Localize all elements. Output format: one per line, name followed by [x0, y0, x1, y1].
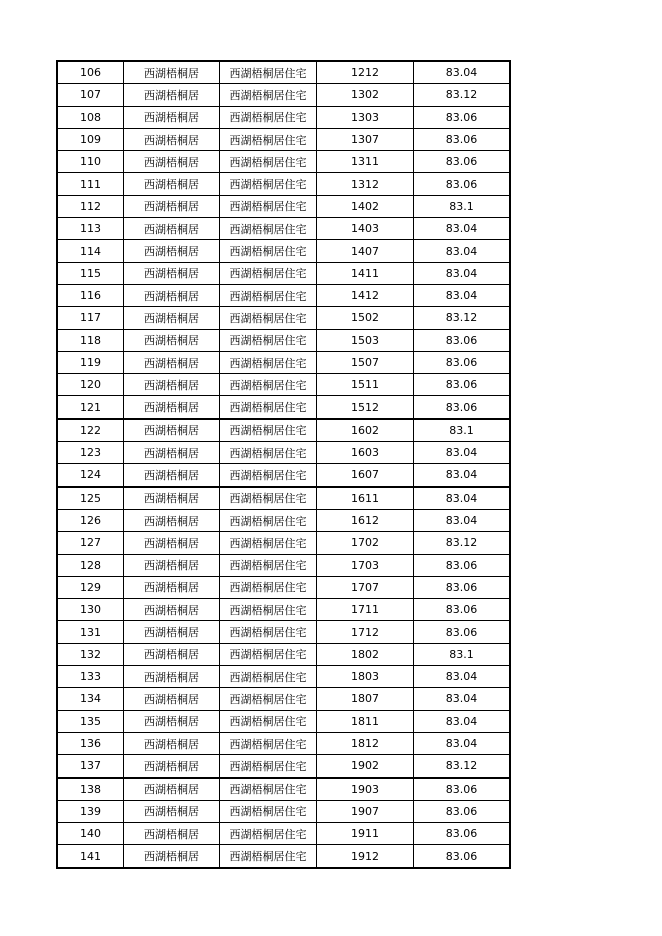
project-name-cell: 西湖梧桐居: [124, 240, 220, 262]
building-name-cell: 西湖梧桐居住宅: [220, 576, 317, 598]
building-name-cell: 西湖梧桐居住宅: [220, 599, 317, 621]
building-name-cell: 西湖梧桐居住宅: [220, 732, 317, 754]
building-name-cell: 西湖梧桐居住宅: [220, 284, 317, 306]
row-number-cell: 127: [57, 532, 124, 554]
room-number-cell: 1803: [317, 666, 414, 688]
table-body: [57, 61, 510, 868]
area-cell: 83.06: [414, 823, 511, 845]
area-cell: 83.04: [414, 442, 511, 464]
area-cell: 83.04: [414, 464, 511, 487]
room-number-cell: 1612: [317, 509, 414, 531]
room-number-cell: 1311: [317, 151, 414, 173]
area-cell: 83.06: [414, 845, 511, 868]
room-number-cell: 1811: [317, 710, 414, 732]
building-name-cell: 西湖梧桐居住宅: [220, 195, 317, 217]
area-cell: 83.04: [414, 688, 511, 710]
area-cell: 83.1: [414, 643, 511, 665]
area-cell: 83.12: [414, 84, 511, 106]
building-name-cell: 西湖梧桐居住宅: [220, 800, 317, 822]
room-number-cell: 1902: [317, 755, 414, 778]
table-row: [57, 396, 510, 419]
project-name-cell: 西湖梧桐居: [124, 329, 220, 351]
row-number-cell: 113: [57, 218, 124, 240]
row-number-cell: 109: [57, 128, 124, 150]
area-cell: 83.04: [414, 509, 511, 531]
area-cell: 83.1: [414, 195, 511, 217]
project-name-cell: 西湖梧桐居: [124, 800, 220, 822]
table-row: [57, 262, 510, 284]
row-number-cell: 110: [57, 151, 124, 173]
row-number-cell: 131: [57, 621, 124, 643]
building-name-cell: 西湖梧桐居住宅: [220, 84, 317, 106]
room-number-cell: 1402: [317, 195, 414, 217]
building-name-cell: 西湖梧桐居住宅: [220, 307, 317, 329]
room-number-cell: 1802: [317, 643, 414, 665]
row-number-cell: 138: [57, 778, 124, 801]
area-cell: 83.06: [414, 374, 511, 396]
building-name-cell: 西湖梧桐居住宅: [220, 374, 317, 396]
room-number-cell: 1903: [317, 778, 414, 801]
project-name-cell: 西湖梧桐居: [124, 374, 220, 396]
building-name-cell: 西湖梧桐居住宅: [220, 173, 317, 195]
row-number-cell: 128: [57, 554, 124, 576]
area-cell: 83.04: [414, 710, 511, 732]
table-row: [57, 778, 510, 801]
table-row: [57, 284, 510, 306]
room-number-cell: 1807: [317, 688, 414, 710]
area-cell: 83.06: [414, 396, 511, 419]
building-name-cell: 西湖梧桐居住宅: [220, 823, 317, 845]
project-name-cell: 西湖梧桐居: [124, 621, 220, 643]
table-row: [57, 195, 510, 217]
table-row: [57, 442, 510, 464]
table-row: [57, 84, 510, 106]
table-row: [57, 329, 510, 351]
row-number-cell: 133: [57, 666, 124, 688]
row-number-cell: 140: [57, 823, 124, 845]
project-name-cell: 西湖梧桐居: [124, 351, 220, 373]
project-name-cell: 西湖梧桐居: [124, 487, 220, 510]
table-row: [57, 240, 510, 262]
room-number-cell: 1312: [317, 173, 414, 195]
table-row: [57, 487, 510, 510]
building-name-cell: 西湖梧桐居住宅: [220, 487, 317, 510]
project-name-cell: 西湖梧桐居: [124, 666, 220, 688]
building-name-cell: 西湖梧桐居住宅: [220, 710, 317, 732]
row-number-cell: 111: [57, 173, 124, 195]
table-row: [57, 307, 510, 329]
area-cell: 83.04: [414, 61, 511, 84]
building-name-cell: 西湖梧桐居住宅: [220, 106, 317, 128]
building-name-cell: 西湖梧桐居住宅: [220, 240, 317, 262]
area-cell: 83.06: [414, 800, 511, 822]
building-name-cell: 西湖梧桐居住宅: [220, 329, 317, 351]
building-name-cell: 西湖梧桐居住宅: [220, 554, 317, 576]
table-row: [57, 666, 510, 688]
room-number-cell: 1502: [317, 307, 414, 329]
table-row: [57, 532, 510, 554]
area-cell: 83.06: [414, 351, 511, 373]
area-cell: 83.04: [414, 487, 511, 510]
room-number-cell: 1703: [317, 554, 414, 576]
project-name-cell: 西湖梧桐居: [124, 778, 220, 801]
room-number-cell: 1603: [317, 442, 414, 464]
area-cell: 83.04: [414, 218, 511, 240]
table-row: [57, 509, 510, 531]
room-number-cell: 1911: [317, 823, 414, 845]
row-number-cell: 134: [57, 688, 124, 710]
row-number-cell: 108: [57, 106, 124, 128]
row-number-cell: 118: [57, 329, 124, 351]
room-number-cell: 1407: [317, 240, 414, 262]
area-cell: 83.06: [414, 778, 511, 801]
project-name-cell: 西湖梧桐居: [124, 307, 220, 329]
building-name-cell: 西湖梧桐居住宅: [220, 61, 317, 84]
row-number-cell: 117: [57, 307, 124, 329]
table-row: [57, 710, 510, 732]
room-number-cell: 1403: [317, 218, 414, 240]
area-cell: 83.04: [414, 732, 511, 754]
building-name-cell: 西湖梧桐居住宅: [220, 845, 317, 868]
project-name-cell: 西湖梧桐居: [124, 128, 220, 150]
room-number-cell: 1212: [317, 61, 414, 84]
area-cell: 83.06: [414, 151, 511, 173]
row-number-cell: 136: [57, 732, 124, 754]
project-name-cell: 西湖梧桐居: [124, 61, 220, 84]
project-name-cell: 西湖梧桐居: [124, 84, 220, 106]
project-name-cell: 西湖梧桐居: [124, 509, 220, 531]
building-name-cell: 西湖梧桐居住宅: [220, 419, 317, 442]
project-name-cell: 西湖梧桐居: [124, 396, 220, 419]
building-name-cell: 西湖梧桐居住宅: [220, 621, 317, 643]
room-number-cell: 1602: [317, 419, 414, 442]
area-cell: 83.04: [414, 262, 511, 284]
area-cell: 83.06: [414, 554, 511, 576]
table-row: [57, 61, 510, 84]
building-name-cell: 西湖梧桐居住宅: [220, 464, 317, 487]
table-row: [57, 374, 510, 396]
row-number-cell: 120: [57, 374, 124, 396]
row-number-cell: 121: [57, 396, 124, 419]
area-cell: 83.06: [414, 128, 511, 150]
project-name-cell: 西湖梧桐居: [124, 845, 220, 868]
row-number-cell: 122: [57, 419, 124, 442]
project-name-cell: 西湖梧桐居: [124, 218, 220, 240]
building-name-cell: 西湖梧桐居住宅: [220, 778, 317, 801]
row-number-cell: 114: [57, 240, 124, 262]
data-table: [56, 60, 511, 869]
project-name-cell: 西湖梧桐居: [124, 173, 220, 195]
table-row: [57, 732, 510, 754]
building-name-cell: 西湖梧桐居住宅: [220, 643, 317, 665]
table-row: [57, 599, 510, 621]
building-name-cell: 西湖梧桐居住宅: [220, 442, 317, 464]
project-name-cell: 西湖梧桐居: [124, 151, 220, 173]
table-row: [57, 151, 510, 173]
building-name-cell: 西湖梧桐居住宅: [220, 396, 317, 419]
project-name-cell: 西湖梧桐居: [124, 643, 220, 665]
room-number-cell: 1412: [317, 284, 414, 306]
room-number-cell: 1611: [317, 487, 414, 510]
room-number-cell: 1303: [317, 106, 414, 128]
project-name-cell: 西湖梧桐居: [124, 732, 220, 754]
room-number-cell: 1912: [317, 845, 414, 868]
building-name-cell: 西湖梧桐居住宅: [220, 532, 317, 554]
table-row: [57, 419, 510, 442]
project-name-cell: 西湖梧桐居: [124, 262, 220, 284]
building-name-cell: 西湖梧桐居住宅: [220, 509, 317, 531]
row-number-cell: 107: [57, 84, 124, 106]
table-row: [57, 688, 510, 710]
row-number-cell: 116: [57, 284, 124, 306]
table-row: [57, 800, 510, 822]
project-name-cell: 西湖梧桐居: [124, 599, 220, 621]
row-number-cell: 129: [57, 576, 124, 598]
row-number-cell: 112: [57, 195, 124, 217]
row-number-cell: 125: [57, 487, 124, 510]
project-name-cell: 西湖梧桐居: [124, 284, 220, 306]
room-number-cell: 1707: [317, 576, 414, 598]
row-number-cell: 124: [57, 464, 124, 487]
building-name-cell: 西湖梧桐居住宅: [220, 218, 317, 240]
room-number-cell: 1711: [317, 599, 414, 621]
project-name-cell: 西湖梧桐居: [124, 106, 220, 128]
project-name-cell: 西湖梧桐居: [124, 419, 220, 442]
row-number-cell: 106: [57, 61, 124, 84]
area-cell: 83.06: [414, 621, 511, 643]
row-number-cell: 137: [57, 755, 124, 778]
room-number-cell: 1702: [317, 532, 414, 554]
room-number-cell: 1307: [317, 128, 414, 150]
building-name-cell: 西湖梧桐居住宅: [220, 128, 317, 150]
project-name-cell: 西湖梧桐居: [124, 464, 220, 487]
project-name-cell: 西湖梧桐居: [124, 554, 220, 576]
area-cell: 83.06: [414, 329, 511, 351]
row-number-cell: 132: [57, 643, 124, 665]
table-row: [57, 554, 510, 576]
area-cell: 83.06: [414, 576, 511, 598]
area-cell: 83.06: [414, 106, 511, 128]
building-name-cell: 西湖梧桐居住宅: [220, 151, 317, 173]
area-cell: 83.06: [414, 599, 511, 621]
room-number-cell: 1411: [317, 262, 414, 284]
area-cell: 83.12: [414, 755, 511, 778]
table-row: [57, 576, 510, 598]
row-number-cell: 141: [57, 845, 124, 868]
project-name-cell: 西湖梧桐居: [124, 710, 220, 732]
area-cell: 83.04: [414, 240, 511, 262]
room-number-cell: 1507: [317, 351, 414, 373]
project-name-cell: 西湖梧桐居: [124, 823, 220, 845]
project-name-cell: 西湖梧桐居: [124, 688, 220, 710]
row-number-cell: 139: [57, 800, 124, 822]
table-row: [57, 106, 510, 128]
project-name-cell: 西湖梧桐居: [124, 195, 220, 217]
table-row: [57, 128, 510, 150]
table-row: [57, 823, 510, 845]
table-row: [57, 351, 510, 373]
building-name-cell: 西湖梧桐居住宅: [220, 351, 317, 373]
row-number-cell: 115: [57, 262, 124, 284]
table-row: [57, 218, 510, 240]
area-cell: 83.1: [414, 419, 511, 442]
area-cell: 83.04: [414, 284, 511, 306]
table-row: [57, 755, 510, 778]
row-number-cell: 130: [57, 599, 124, 621]
area-cell: 83.12: [414, 307, 511, 329]
table-row: [57, 621, 510, 643]
room-number-cell: 1503: [317, 329, 414, 351]
table-row: [57, 464, 510, 487]
room-number-cell: 1907: [317, 800, 414, 822]
room-number-cell: 1511: [317, 374, 414, 396]
area-cell: 83.06: [414, 173, 511, 195]
area-cell: 83.12: [414, 532, 511, 554]
table-row: [57, 173, 510, 195]
room-number-cell: 1512: [317, 396, 414, 419]
building-name-cell: 西湖梧桐居住宅: [220, 666, 317, 688]
room-number-cell: 1812: [317, 732, 414, 754]
project-name-cell: 西湖梧桐居: [124, 755, 220, 778]
project-name-cell: 西湖梧桐居: [124, 532, 220, 554]
project-name-cell: 西湖梧桐居: [124, 442, 220, 464]
row-number-cell: 119: [57, 351, 124, 373]
row-number-cell: 135: [57, 710, 124, 732]
room-number-cell: 1712: [317, 621, 414, 643]
building-name-cell: 西湖梧桐居住宅: [220, 688, 317, 710]
row-number-cell: 123: [57, 442, 124, 464]
room-number-cell: 1302: [317, 84, 414, 106]
project-name-cell: 西湖梧桐居: [124, 576, 220, 598]
building-name-cell: 西湖梧桐居住宅: [220, 755, 317, 778]
row-number-cell: 126: [57, 509, 124, 531]
room-number-cell: 1607: [317, 464, 414, 487]
building-name-cell: 西湖梧桐居住宅: [220, 262, 317, 284]
table-row: [57, 643, 510, 665]
table-row: [57, 845, 510, 868]
area-cell: 83.04: [414, 666, 511, 688]
